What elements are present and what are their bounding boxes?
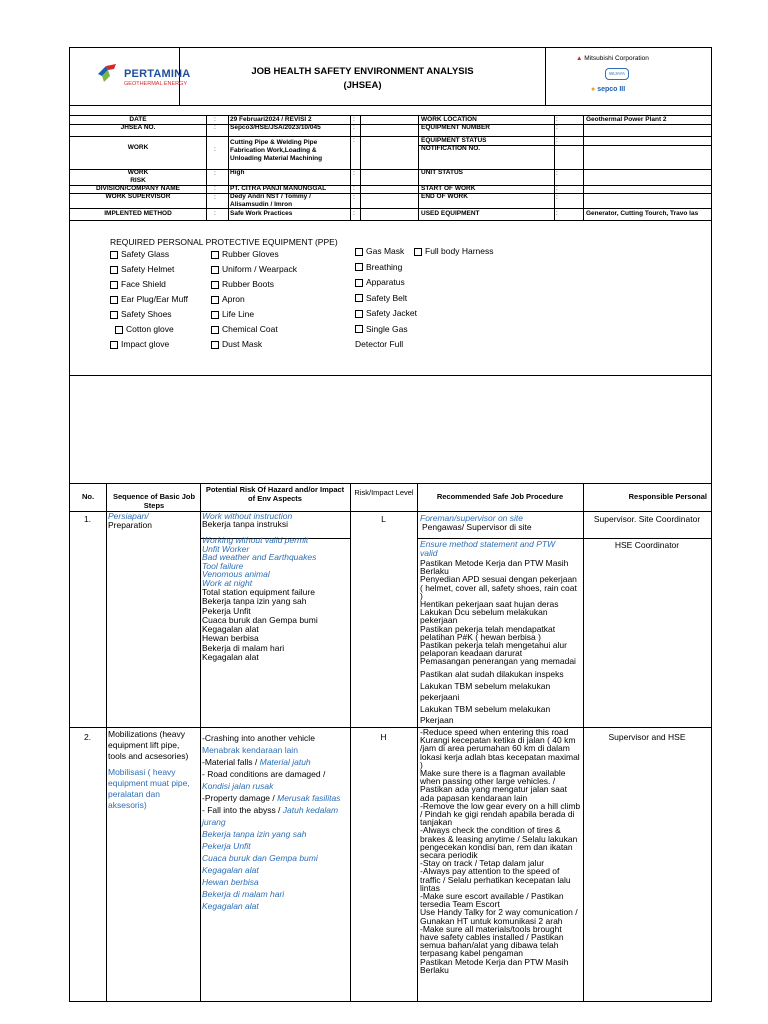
label-equipment-number: EQUIPMENT NUMBER: [421, 124, 490, 131]
text-line: -Always check the condition of tires & brakes & leasing anytime / Selalu lakukan pengecekan kondisi ban, rem dan ikatan secara periodik: [420, 825, 578, 861]
ppe-item-label: Safety Glass: [121, 249, 170, 259]
checkbox-icon[interactable]: [355, 263, 363, 271]
hazard-line: -Crashing into another vehicle Menabrak kendaraan lain: [202, 733, 315, 755]
checkbox-icon[interactable]: [110, 251, 118, 259]
ppe-item-safety-helmet[interactable]: [110, 264, 174, 274]
value-division: PT. CITRA PANJI MANUNGGAL: [230, 185, 327, 192]
ppe-item-label: Chemical Coat: [222, 324, 278, 334]
text-line: Pastikan pekerja telah mengetahui alur pelaporan keadaan darurat: [420, 640, 567, 659]
checkbox-icon[interactable]: [355, 310, 363, 318]
label-equipment-status: EQUIPMENT STATUS: [421, 137, 487, 144]
value-date: 29 Februari2024 / REVISI 2: [230, 116, 312, 123]
ppe-item-apparatus[interactable]: [355, 277, 405, 287]
colon: :: [353, 170, 355, 177]
text-line: Use Handy Talky for 2 way comunication / Gunakan HT untuk komunikasi 2 arah: [420, 907, 578, 926]
text-line: Pemasangan penerangan yang memadai: [420, 656, 576, 667]
colon: :: [556, 170, 558, 177]
header-recommended-procedure: Recommended Safe Job Procedure: [436, 492, 564, 501]
doc-title: JOB HEALTH SAFETY ENVIRONMENT ANALYSIS: [251, 66, 474, 77]
pertamina-logo-icon: [94, 62, 122, 84]
hazard-line: Pekerja Unfit: [202, 841, 251, 851]
row1-proc-b-en: [420, 540, 582, 558]
text-line: Pastikan alat sudah dilakukan inspeks: [420, 669, 564, 679]
label-start-of-work: START OF WORK: [421, 185, 476, 192]
text-line: Lakukan Dcu sebelum melakukan pekerjaan: [420, 607, 548, 626]
row2-procedures: [420, 728, 582, 974]
text-line: Cuaca buruk dan Gempa bumi: [202, 614, 318, 625]
label-work-supervisor: WORK SUPERVISOR: [105, 193, 171, 200]
checkbox-icon[interactable]: [110, 281, 118, 289]
info-table: [70, 115, 711, 221]
checkbox-icon[interactable]: [110, 311, 118, 319]
row1-risk-level: L: [381, 514, 386, 524]
ppe-item-face-shield[interactable]: [110, 279, 166, 289]
text-line: Bekerja di malam hari: [202, 642, 285, 653]
checkbox-icon[interactable]: [211, 251, 219, 259]
label-unit-status: UNIT STATUS: [421, 169, 464, 176]
row2-risk-level: H: [380, 732, 387, 742]
colon: :: [556, 210, 558, 217]
checkbox-icon[interactable]: [211, 326, 219, 334]
doc-title-abbr: (JHSEA): [343, 80, 382, 91]
value-work-risk: High: [230, 169, 245, 176]
text-line: valid: [420, 548, 438, 558]
text-line: -Remove the low gear every on a hill climb / Pindah ke gigi rendah apabila berada di tanjakan: [420, 800, 581, 828]
row1-proc-a-id: Pengawas/ Supervisor di site: [422, 522, 532, 532]
colon: :: [556, 194, 558, 201]
text-line: -Reduce speed when entering this road Kurangi kecepatan ketika di jalan ( 40 km /jam di area perumahan 60 km di dalam lokasi kerja adlah btas kecepatan maximal ): [420, 727, 580, 770]
row2-step-id: Mobilisasi ( heavy equipment muat pipe, peralatan dan aksesoris): [108, 767, 190, 810]
hazard-line: Bekerja di malam hari: [202, 889, 285, 899]
ppe-item-single-gas[interactable]: [355, 324, 408, 334]
colon: :: [214, 116, 216, 123]
ppe-item-safety-belt[interactable]: [355, 293, 407, 303]
ppe-item-label: Detector Full: [355, 339, 404, 349]
text-line: Penyedian APD sesuai dengan pekerjaan ( helmet, cover all, safety shoes, rain coat ): [420, 574, 577, 601]
text-line: Pastikan Metode Kerja dan PTW Masih Berlaku: [420, 558, 569, 577]
text-line: Pastikan pekerja telah mendapatkat pelatihan P#K ( hewan berbisa ): [420, 623, 556, 642]
ppe-item-gas-mask[interactable]: [355, 246, 404, 256]
text-line: Kegagalan alat: [202, 624, 259, 635]
colon: :: [353, 124, 355, 131]
mitsubishi-icon: ▲: [576, 55, 583, 62]
label-implented-method: IMPLENTED METHOD: [104, 210, 172, 217]
hazard-line: Hewan berbisa: [202, 877, 259, 887]
text-line: Lakukan TBM sebelum melakukan: [420, 703, 551, 714]
label-work: WORK: [127, 144, 149, 151]
colon: :: [214, 170, 216, 177]
checkbox-icon[interactable]: [355, 279, 363, 287]
ppe-item-chemical-coat[interactable]: [211, 324, 278, 334]
ppe-item-impact-glove[interactable]: [110, 339, 169, 349]
ppe-item-label: Face Shield: [121, 279, 166, 289]
colon: :: [556, 185, 558, 192]
text-line: pekerjaani: [420, 692, 460, 702]
row1-resp-a: Supervisor. Site Coordinator: [593, 514, 701, 524]
checkbox-icon[interactable]: [110, 266, 118, 274]
colon: :: [214, 210, 216, 217]
ppe-item-life-line[interactable]: [211, 309, 254, 319]
checkbox-icon[interactable]: [211, 311, 219, 319]
text-line: Total station equipment failure: [202, 587, 315, 597]
hazard-line: -Material falls / Material jatuh: [202, 757, 311, 767]
colon: :: [556, 116, 558, 123]
text-line: Hewan berbisa: [202, 633, 259, 644]
label-notification-no: NOTIFICATION NO.: [421, 145, 481, 152]
ppe-item-label: Apron: [222, 294, 245, 304]
ppe-item-label: Apparatus: [366, 277, 405, 287]
ppe-item-label: Ear Plug/Ear Muff: [121, 294, 188, 304]
checkbox-icon[interactable]: [110, 341, 118, 349]
colon: :: [556, 124, 558, 131]
ppe-item-label: Rubber Gloves: [222, 249, 279, 259]
text-line: -Make sure all materials/tools brought have safety cables installed / Pastikan semua bahan/alat yang dibawa telah terpasang kabel pengaman: [420, 923, 564, 959]
value-used-equipment: Generator, Cutting Tourch, Travo las: [586, 210, 699, 217]
ppe-item-label: Cotton glove: [126, 324, 174, 334]
ppe-item-cotton-glove[interactable]: [110, 324, 174, 334]
colon: :: [353, 185, 355, 192]
hazard-line: Kegagalan alat: [202, 865, 259, 875]
value-work: Cutting Pipe & Welding Pipe Fabrication Work,Loading & Unloading Material Machining: [230, 139, 323, 162]
text-line: Kegagalan alat: [202, 652, 259, 663]
header-no: No.: [81, 492, 95, 501]
colon: :: [556, 137, 558, 144]
checkbox-icon[interactable]: [414, 248, 422, 256]
ppe-item-rubber-boots[interactable]: [211, 279, 274, 289]
colon: :: [353, 194, 355, 201]
ppe-item-safety-glass[interactable]: [110, 249, 169, 259]
ppe-item-uniform-wearpack[interactable]: [211, 264, 297, 274]
row1-step-id: Preparation: [108, 520, 152, 530]
value-jhsea-no: Sepco3/HSE/JSA/2023/10/045: [230, 124, 321, 131]
row2-resp: Supervisor and HSE: [608, 732, 686, 742]
document-header: [70, 48, 711, 106]
checkbox-icon[interactable]: [355, 325, 363, 333]
text-line: Pastikan Metode Kerja dan PTW Masih Berlaku: [420, 956, 569, 975]
ppe-item-rubber-gloves[interactable]: [211, 249, 279, 259]
ppe-item-dust-mask[interactable]: [211, 339, 262, 349]
row1-no: 1.: [84, 514, 92, 524]
hazard-line: - Road conditions are damaged / Kondisi jalan rusak: [202, 769, 326, 791]
ppe-item-label: Safety Shoes: [121, 309, 172, 319]
text-line: Venomous animal: [202, 569, 270, 580]
text-line: Pekerja Unfit: [202, 605, 251, 616]
ppe-item-full-body-harness[interactable]: [414, 246, 494, 256]
partner-sepco-logo: ● sepco III: [591, 86, 626, 93]
ppe-item-label: Full body Harness: [425, 246, 494, 256]
checkbox-icon[interactable]: [211, 341, 219, 349]
ppe-item-label: Dust Mask: [222, 339, 263, 349]
row2-step-en: Mobilizations (heavy equipment lift pipe, tools and acsesories): [108, 729, 189, 761]
row1-hazard-b-en: [202, 536, 348, 588]
sepco-icon: ●: [591, 86, 596, 93]
text-line: -Always pay attention to the speed of traffic / Selalu perhatikan kecepatan lalu lintas: [420, 866, 571, 893]
label-division: DIVISION/COMPANY NAME: [96, 185, 180, 192]
row1-hazard-b-id: [202, 588, 348, 662]
value-work-location: Geothermal Power Plant 2: [586, 116, 667, 123]
ppe-item-label: Uniform / Wearpack: [222, 264, 297, 274]
text-line: Working without valid permit: [202, 535, 309, 545]
label-used-equipment: USED EQUIPMENT: [421, 210, 480, 217]
row2-hazards: [202, 732, 348, 912]
colon: :: [353, 210, 355, 217]
label-work-location: WORK LOCATION: [421, 116, 477, 123]
checkbox-icon[interactable]: [355, 248, 363, 256]
hazard-line: Cuaca buruk dan Gempa bumi: [202, 853, 318, 863]
ppe-item-label: Breathing: [366, 261, 403, 272]
text-line: -Make sure escort available / Pastikan tersedia Team Escort: [420, 891, 564, 910]
checkbox-icon[interactable]: [115, 326, 123, 334]
ppe-item-detector-full[interactable]: [355, 339, 403, 349]
ppe-item-label: Life Line: [222, 309, 255, 319]
label-work-risk: WORK RISK: [127, 169, 149, 184]
colon: :: [353, 116, 355, 123]
ppe-item-breathing[interactable]: [355, 262, 402, 272]
value-work-supervisor: Dedy Andri NST / Tommy / Alisamsudin / Imron: [230, 193, 311, 208]
ppe-item-label: Safety Belt: [366, 292, 408, 303]
logo-subtitle: GEOTHERMAL ENERGY: [124, 81, 188, 87]
label-date: DATE: [129, 116, 147, 123]
text-line: Make sure there is a flagman available when passing other large vehicles. / Pastikan ada yang mengatur jalan saat ada papasan kendaraan lain: [420, 768, 567, 803]
label-jhsea-no: JHSEA NO.: [120, 124, 156, 131]
ppe-item-label: Safety Jacket: [366, 308, 418, 318]
header-risk-level: Risk/Impact Level: [354, 488, 414, 497]
logo-name: PERTAMINA: [124, 68, 191, 80]
text-line: -Stay on track / Tetap dalam jalur: [420, 858, 545, 869]
partner-wijaya-logo: WIJAYA: [605, 68, 629, 80]
colon: :: [214, 185, 216, 192]
row2-no: 2.: [84, 732, 92, 742]
colon: :: [214, 194, 216, 201]
ppe-item-ear-plug-ear-muff[interactable]: [110, 294, 188, 304]
row1-proc-a-en: Foreman/supervisor on site: [420, 513, 523, 523]
ppe-item-label: Gas Mask: [366, 246, 405, 256]
text-line: Ensure method statement and PTW: [420, 539, 556, 549]
checkbox-icon[interactable]: [110, 296, 118, 304]
text-line: Lakukan TBM sebelum melakukan: [420, 680, 551, 691]
hazard-line: Bekerja tanpa izin yang sah: [202, 829, 307, 839]
colon: :: [214, 124, 216, 131]
ppe-item-safety-jacket[interactable]: [355, 308, 417, 318]
checkbox-icon[interactable]: [355, 294, 363, 302]
text-line: Tool failure: [202, 560, 244, 571]
checkbox-icon[interactable]: [211, 266, 219, 274]
row1-hazard-a-en: Work without instruction: [202, 511, 293, 521]
hazard-line: Kegagalan alat: [202, 901, 259, 911]
text-line: Work at night: [202, 577, 253, 588]
hazard-line: -Property damage / Merusak fasilitas: [202, 793, 341, 803]
row1-proc-c: [420, 669, 582, 727]
ppe-item-label: Safety Helmet: [121, 264, 175, 274]
ppe-item-label: Impact glove: [121, 339, 170, 349]
value-implented-method: Safe Work Practices: [230, 210, 293, 217]
row1-resp-b: HSE Coordinator: [614, 540, 680, 550]
ppe-item-label: Rubber Boots: [222, 279, 274, 289]
label-end-of-work: END OF WORK: [421, 193, 468, 200]
jhsea-document: [69, 47, 712, 1002]
text-line: Pkerjaan: [420, 715, 454, 725]
ppe-item-apron[interactable]: [211, 294, 245, 304]
row1-proc-b-id: [420, 559, 582, 666]
checkbox-icon[interactable]: [211, 281, 219, 289]
checkbox-icon[interactable]: [211, 296, 219, 304]
hazard-line: - Fall into the abyss / Jatuh kedalam jurang: [202, 805, 339, 827]
text-line: Unfit Worker: [202, 543, 250, 554]
header-responsible: Responsible Personal: [628, 492, 707, 501]
ppe-title: REQUIRED PERSONAL PROTECTIVE EQUIPMENT (PPE): [110, 237, 338, 247]
row1-hazard-a-id: Bekerja tanpa instruksi: [202, 519, 288, 529]
header-sequence: Sequence of Basic Job Steps: [112, 492, 196, 510]
colon: :: [353, 137, 355, 144]
text-line: Bad weather and Earthquakes: [202, 552, 317, 563]
text-line: Bekerja tanpa izin yang sah: [202, 596, 307, 607]
ppe-item-safety-shoes[interactable]: [110, 309, 172, 319]
text-line: Hentikan pekerjaan saat hujan deras: [420, 599, 559, 610]
ppe-item-label: Single Gas: [366, 323, 408, 334]
row1-step-en: Persiapan/: [108, 511, 149, 521]
header-potential-risk: Potential Risk Of Hazard and/or Impact of Env Aspects: [205, 485, 345, 503]
partner-mitsubishi: ▲ Mitsubishi Corporation: [576, 55, 649, 62]
colon: :: [214, 146, 216, 153]
